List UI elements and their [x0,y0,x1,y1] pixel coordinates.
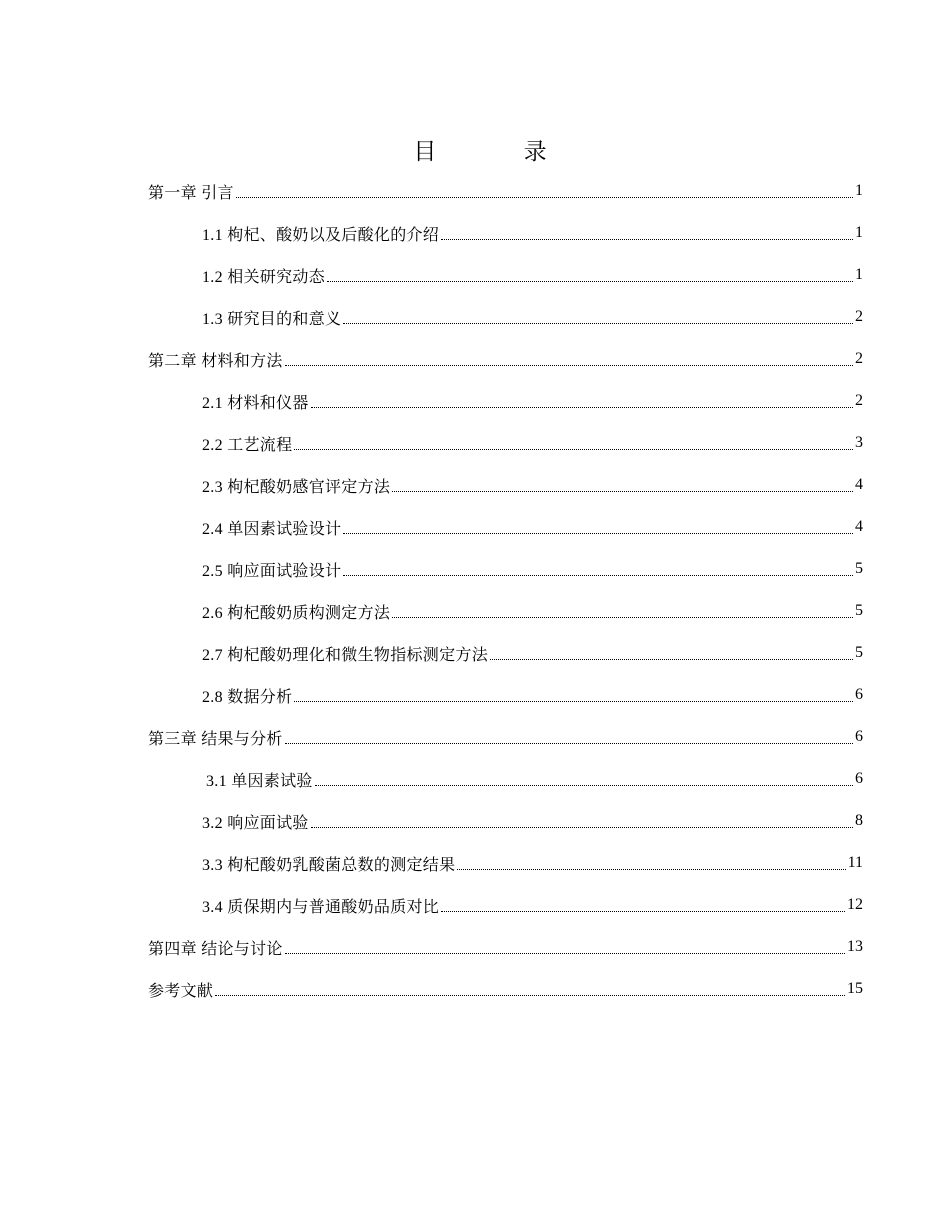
toc-entry-1-3[interactable] [148,296,863,338]
toc-entry-label: 参考文献 [148,982,214,1000]
toc-dot-leader [236,196,853,198]
toc-entry-label: 1.1 枸杞、酸奶以及后酸化的介绍 [202,226,440,244]
toc-dot-leader [392,490,853,492]
toc-dot-leader [343,322,853,324]
toc-entry-label: 3.1 单因素试验 [206,772,313,790]
toc-entry-chapter-4[interactable] [148,926,863,968]
toc-entry-2-8[interactable] [148,674,863,716]
toc-page-number: 3 [855,434,863,451]
toc-page-number: 1 [855,266,863,283]
toc-dot-leader [315,784,853,786]
toc-entry-1-1[interactable] [148,212,863,254]
toc-dot-leader [311,406,853,408]
toc-entry-chapter-3[interactable] [148,716,863,758]
toc-dot-leader [490,658,853,660]
toc-entry-3-4[interactable] [148,884,863,926]
toc-dot-leader [343,532,853,534]
toc-entry-3-2[interactable] [148,800,863,842]
toc-entry-label: 2.4 单因素试验设计 [202,520,342,538]
toc-entry-2-4[interactable] [148,506,863,548]
toc-entry-2-5[interactable] [148,548,863,590]
toc-page-number: 6 [855,770,863,787]
toc-entry-label: 2.5 响应面试验设计 [202,562,342,580]
toc-page-number: 2 [855,392,863,409]
toc-entry-3-1[interactable] [148,758,863,800]
toc-entry-label: 3.4 质保期内与普通酸奶品质对比 [202,898,440,916]
toc-dot-leader [392,616,853,618]
toc-entry-label: 3.2 响应面试验 [202,814,309,832]
toc-page-number: 6 [855,728,863,745]
toc-dot-leader [311,826,853,828]
toc-page-number: 8 [855,812,863,829]
toc-dot-leader [441,238,853,240]
toc-page-number: 1 [855,224,863,241]
toc-entry-label: 第二章 材料和方法 [148,352,283,370]
toc-dot-leader [285,742,853,744]
toc-page-number: 4 [855,518,863,535]
toc-dot-leader [441,910,845,912]
toc-entry-label: 3.3 枸杞酸奶乳酸菌总数的测定结果 [202,856,456,874]
toc-entry-label: 第三章 结果与分析 [148,730,283,748]
toc-page-number: 4 [855,476,863,493]
toc-entry-1-2[interactable] [148,254,863,296]
toc-title: 目 录 [413,139,587,165]
toc-entry-label: 2.2 工艺流程 [202,436,293,454]
toc-page-number: 12 [847,896,863,913]
toc-dot-leader [294,700,853,702]
toc-page-number: 2 [855,350,863,367]
toc-entry-label: 1.3 研究目的和意义 [202,310,342,328]
toc-dot-leader [327,280,853,282]
toc-entry-label: 2.6 枸杞酸奶质构测定方法 [202,604,391,622]
toc-page-number: 6 [855,686,863,703]
toc-list [148,170,863,1010]
toc-entry-3-3[interactable] [148,842,863,884]
toc-dot-leader [457,868,845,870]
toc-entry-label: 2.8 数据分析 [202,688,293,706]
toc-entry-label: 2.3 枸杞酸奶感官评定方法 [202,478,391,496]
toc-page-number: 11 [847,854,863,871]
toc-page-number: 2 [855,308,863,325]
toc-entry-2-2[interactable] [148,422,863,464]
toc-entry-label: 2.7 枸杞酸奶理化和微生物指标测定方法 [202,646,489,664]
toc-dot-leader [294,448,853,450]
toc-page-number: 5 [855,644,863,661]
toc-dot-leader [215,994,845,996]
toc-dot-leader [285,952,845,954]
toc-entry-2-6[interactable] [148,590,863,632]
toc-entry-chapter-2[interactable] [148,338,863,380]
toc-dot-leader [285,364,853,366]
toc-page-number: 13 [847,938,863,955]
toc-entry-label: 第四章 结论与讨论 [148,940,283,958]
toc-entry-chapter-1[interactable] [148,170,863,212]
toc-entry-2-1[interactable] [148,380,863,422]
toc-entry-2-3[interactable] [148,464,863,506]
toc-entry-label: 第一章 引言 [148,184,234,202]
toc-page-number: 1 [855,182,863,199]
toc-entry-references[interactable] [148,968,863,1010]
toc-page-number: 5 [855,602,863,619]
toc-page-number: 15 [847,980,863,997]
toc-dot-leader [343,574,853,576]
toc-entry-2-7[interactable] [148,632,863,674]
toc-entry-label: 2.1 材料和仪器 [202,394,309,412]
toc-page-number: 5 [855,560,863,577]
toc-entry-label: 1.2 相关研究动态 [202,268,326,286]
